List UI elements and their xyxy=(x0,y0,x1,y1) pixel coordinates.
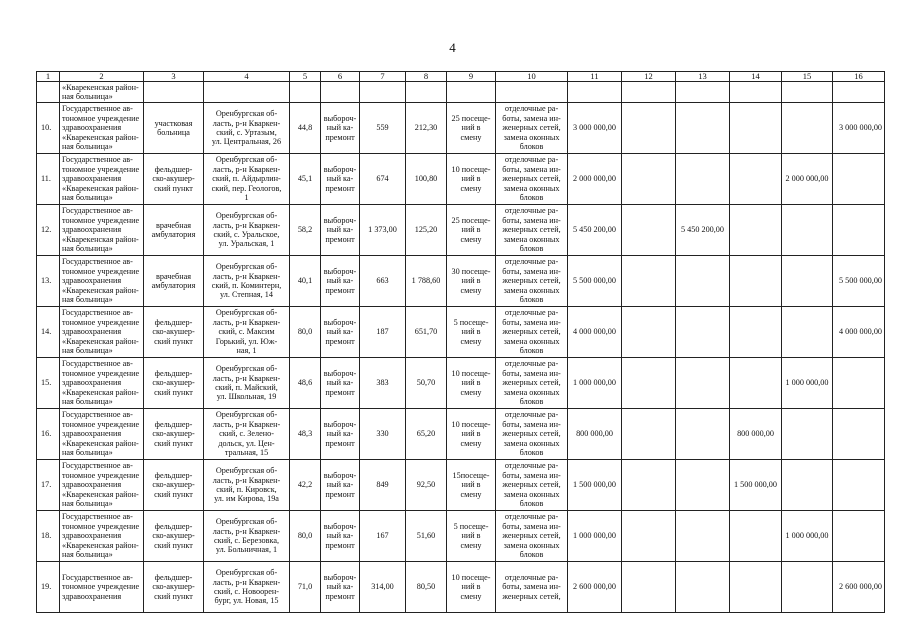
work-type: выбороч- ный ка- премонт xyxy=(321,256,360,307)
facility-type: фельдшер- ско-акушер- ский пункт xyxy=(144,154,204,205)
institution-name: Государственное ав- тономное учреждение здравоохранения «Кварекенская район- ная больница» xyxy=(60,358,144,409)
capacity-visits: 30 посеще- ний в смену xyxy=(447,256,496,307)
facility-address: Оренбургская об- ласть, р-н Кваркен- ский, п. Айдырлин- ский, пер. Геологов, 1 xyxy=(204,154,290,205)
area-value: 80,0 xyxy=(290,307,321,358)
row-number: 11. xyxy=(37,154,60,205)
work-type: выбороч- ный ка- премонт xyxy=(321,562,360,613)
cost-col-13: 5 450 200,00 xyxy=(676,205,730,256)
area-value: 71,0 xyxy=(290,562,321,613)
column-header-2: 2 xyxy=(60,72,144,82)
row-number: 14. xyxy=(37,307,60,358)
population-value: 187 xyxy=(360,307,406,358)
total-cost: 5 500 000,00 xyxy=(568,256,622,307)
column-header-10: 10 xyxy=(496,72,568,82)
institution-name: Государственное ав- тономное учреждение здравоохранения «Кварекенская район- ная больница» xyxy=(60,205,144,256)
institution-name: Государственное ав- тономное учреждение здравоохранения xyxy=(60,562,144,613)
facility-type: фельдшер- ско-акушер- ский пункт xyxy=(144,409,204,460)
column-header-15: 15 xyxy=(782,72,833,82)
area-value: 40,1 xyxy=(290,256,321,307)
population-value: 330 xyxy=(360,409,406,460)
cost-col-14 xyxy=(730,358,782,409)
capacity-visits: 25 посеще- ний в смену xyxy=(447,205,496,256)
work-type: выбороч- ный ка- премонт xyxy=(321,460,360,511)
cost-col-16 xyxy=(833,358,885,409)
continuation-row xyxy=(37,82,885,103)
institution-name: Государственное ав- тономное учреждение здравоохранения «Кварекенская район- ная больница» xyxy=(60,409,144,460)
cost-col-16: 4 000 000,00 xyxy=(833,307,885,358)
column-header-13: 13 xyxy=(676,72,730,82)
table-row xyxy=(37,307,885,358)
area-value: 44,8 xyxy=(290,103,321,154)
row-number: 12. xyxy=(37,205,60,256)
cost-col-16 xyxy=(833,205,885,256)
cost-col-14 xyxy=(730,256,782,307)
distance-value: 125,20 xyxy=(406,205,447,256)
population-value: 559 xyxy=(360,103,406,154)
area-value: 80,0 xyxy=(290,511,321,562)
total-cost: 5 450 200,00 xyxy=(568,205,622,256)
institution-name: Государственное ав- тономное учреждение здравоохранения «Кварекенская район- ная больница» xyxy=(60,307,144,358)
column-header-6: 6 xyxy=(321,72,360,82)
distance-value: 100,80 xyxy=(406,154,447,205)
column-header-14: 14 xyxy=(730,72,782,82)
facility-type: участковая больница xyxy=(144,103,204,154)
facility-address: Оренбургская об- ласть, р-н Кваркен- ский, с. Березовка, ул. Больничная, 1 xyxy=(204,511,290,562)
facility-address: Оренбургская об- ласть, р-н Кваркен- ский, п. Кировск, ул. им Кирова, 19а xyxy=(204,460,290,511)
column-header-5: 5 xyxy=(290,72,321,82)
facility-type: врачебная амбулатория xyxy=(144,256,204,307)
cost-col-14 xyxy=(730,154,782,205)
table-row xyxy=(37,256,885,307)
area-value: 42,2 xyxy=(290,460,321,511)
column-header-7: 7 xyxy=(360,72,406,82)
work-type: выбороч- ный ка- премонт xyxy=(321,358,360,409)
cost-col-14: 1 500 000,00 xyxy=(730,460,782,511)
cost-col-12 xyxy=(622,511,676,562)
cost-col-13 xyxy=(676,511,730,562)
population-value: 167 xyxy=(360,511,406,562)
column-header-9: 9 xyxy=(447,72,496,82)
work-type: выбороч- ный ка- премонт xyxy=(321,103,360,154)
cost-col-14 xyxy=(730,205,782,256)
population-value: 383 xyxy=(360,358,406,409)
page-number: 4 xyxy=(449,40,456,55)
cost-col-16 xyxy=(833,409,885,460)
cost-col-13 xyxy=(676,154,730,205)
facility-address: Оренбургская об- ласть, р-н Кваркен- ский, п. Коминтерн, ул. Степная, 14 xyxy=(204,256,290,307)
table-row xyxy=(37,460,885,511)
total-cost: 1 000 000,00 xyxy=(568,358,622,409)
row-number: 15. xyxy=(37,358,60,409)
work-type: выбороч- ный ка- премонт xyxy=(321,511,360,562)
capacity-visits: 5 посеще- ний в смену xyxy=(447,307,496,358)
facility-address: Оренбургская об- ласть, р-н Кваркен- ский, с. Зелено- дольск, ул. Цен- тральная, 15 xyxy=(204,409,290,460)
table-row xyxy=(37,409,885,460)
cost-col-13 xyxy=(676,307,730,358)
table-body xyxy=(37,72,885,613)
works-description: отделочные ра- боты, замена ин- женерных сетей, xyxy=(496,562,568,613)
distance-value: 51,60 xyxy=(406,511,447,562)
capacity-visits: 15посеще- ний в смену xyxy=(447,460,496,511)
distance-value: 80,50 xyxy=(406,562,447,613)
population-value: 663 xyxy=(360,256,406,307)
table-row xyxy=(37,154,885,205)
cost-col-15 xyxy=(782,103,833,154)
cost-col-13 xyxy=(676,358,730,409)
cost-col-12 xyxy=(622,154,676,205)
cost-col-16 xyxy=(833,460,885,511)
row-number: 18. xyxy=(37,511,60,562)
cost-col-13 xyxy=(676,409,730,460)
capacity-visits: 10 посеще- ний в смену xyxy=(447,154,496,205)
row-number: 19. xyxy=(37,562,60,613)
cost-col-15: 1 000 000,00 xyxy=(782,511,833,562)
capacity-visits: 10 посеще- ний в смену xyxy=(447,358,496,409)
cost-col-15 xyxy=(782,307,833,358)
row-number: 10. xyxy=(37,103,60,154)
total-cost: 4 000 000,00 xyxy=(568,307,622,358)
column-header-12: 12 xyxy=(622,72,676,82)
cost-col-15: 1 000 000,00 xyxy=(782,358,833,409)
facility-address: Оренбургская об- ласть, р-н Кваркен- ский, с. Уртазым, ул. Центральная, 26 xyxy=(204,103,290,154)
total-cost: 3 000 000,00 xyxy=(568,103,622,154)
capacity-visits: 10 посеще- ний в смену xyxy=(447,562,496,613)
row-number: 17. xyxy=(37,460,60,511)
column-header-3: 3 xyxy=(144,72,204,82)
total-cost: 2 600 000,00 xyxy=(568,562,622,613)
table-row xyxy=(37,511,885,562)
facility-type: фельдшер- ско-акушер- ский пункт xyxy=(144,562,204,613)
table-row xyxy=(37,103,885,154)
works-description: отделочные ра- боты, замена ин- женерных сетей, замена оконных блоков xyxy=(496,511,568,562)
population-value: 674 xyxy=(360,154,406,205)
cost-col-16: 5 500 000,00 xyxy=(833,256,885,307)
column-header-11: 11 xyxy=(568,72,622,82)
distance-value: 92,50 xyxy=(406,460,447,511)
population-value: 1 373,00 xyxy=(360,205,406,256)
facility-type: фельдшер- ско-акушер- ский пункт xyxy=(144,511,204,562)
work-type: выбороч- ный ка- премонт xyxy=(321,409,360,460)
distance-value: 651,70 xyxy=(406,307,447,358)
total-cost: 2 000 000,00 xyxy=(568,154,622,205)
area-value: 48,6 xyxy=(290,358,321,409)
facility-type: врачебная амбулатория xyxy=(144,205,204,256)
continuation-cell-num xyxy=(37,82,60,103)
distance-value: 50,70 xyxy=(406,358,447,409)
cost-col-16 xyxy=(833,154,885,205)
facility-address: Оренбургская об- ласть, р-н Кваркен- ский, с. Максим Горький, ул. Юж- ная, 1 xyxy=(204,307,290,358)
works-description: отделочные ра- боты, замена ин- женерных сетей, замена оконных блоков xyxy=(496,358,568,409)
works-description: отделочные ра- боты, замена ин- женерных сетей, замена оконных блоков xyxy=(496,205,568,256)
works-description: отделочные ра- боты, замена ин- женерных сетей, замена оконных блоков xyxy=(496,154,568,205)
cost-col-13 xyxy=(676,562,730,613)
cost-col-15 xyxy=(782,205,833,256)
population-value: 849 xyxy=(360,460,406,511)
cost-col-16: 3 000 000,00 xyxy=(833,103,885,154)
institution-name: Государственное ав- тономное учреждение здравоохранения «Кварекенская район- ная больница» xyxy=(60,460,144,511)
works-description: отделочные ра- боты, замена ин- женерных сетей, замена оконных блоков xyxy=(496,103,568,154)
cost-col-14 xyxy=(730,307,782,358)
cost-col-15 xyxy=(782,409,833,460)
row-number: 13. xyxy=(37,256,60,307)
column-header-16: 16 xyxy=(833,72,885,82)
column-number-header-row xyxy=(37,72,885,82)
column-header-8: 8 xyxy=(406,72,447,82)
cost-col-12 xyxy=(622,409,676,460)
cost-col-15 xyxy=(782,256,833,307)
continuation-text: «Кварекенская район- ная больница» xyxy=(60,82,144,103)
cost-col-16: 2 600 000,00 xyxy=(833,562,885,613)
facility-type: фельдшер- ско-акушер- ский пункт xyxy=(144,307,204,358)
table-row xyxy=(37,205,885,256)
column-header-4: 4 xyxy=(204,72,290,82)
cost-col-15 xyxy=(782,562,833,613)
cost-col-16 xyxy=(833,511,885,562)
cost-col-12 xyxy=(622,307,676,358)
work-type: выбороч- ный ка- премонт xyxy=(321,205,360,256)
distance-value: 212,30 xyxy=(406,103,447,154)
facility-type: фельдшер- ско-акушер- ский пункт xyxy=(144,358,204,409)
work-type: выбороч- ный ка- премонт xyxy=(321,154,360,205)
capacity-visits: 10 посеще- ний в смену xyxy=(447,409,496,460)
capacity-visits: 25 посеще- ний в смену xyxy=(447,103,496,154)
institution-name: Государственное ав- тономное учреждение здравоохранения «Кварекенская район- ная больница» xyxy=(60,511,144,562)
total-cost: 1 500 000,00 xyxy=(568,460,622,511)
facility-address: Оренбургская об- ласть, р-н Кваркен- ский, с. Уральское, ул. Уральская, 1 xyxy=(204,205,290,256)
facility-type: фельдшер- ско-акушер- ский пункт xyxy=(144,460,204,511)
cost-col-12 xyxy=(622,256,676,307)
distance-value: 1 788,60 xyxy=(406,256,447,307)
cost-col-13 xyxy=(676,460,730,511)
cost-col-13 xyxy=(676,103,730,154)
facility-address: Оренбургская об- ласть, р-н Кваркен- ский, с. Новоорен- бург, ул. Новая, 15 xyxy=(204,562,290,613)
column-header-1: 1 xyxy=(37,72,60,82)
total-cost: 800 000,00 xyxy=(568,409,622,460)
institution-name: Государственное ав- тономное учреждение здравоохранения «Кварекенская район- ная больница» xyxy=(60,154,144,205)
works-description: отделочные ра- боты, замена ин- женерных сетей, замена оконных блоков xyxy=(496,256,568,307)
population-value: 314,00 xyxy=(360,562,406,613)
cost-col-14: 800 000,00 xyxy=(730,409,782,460)
area-value: 58,2 xyxy=(290,205,321,256)
institution-name: Государственное ав- тономное учреждение здравоохранения «Кварекенская район- ная больница» xyxy=(60,103,144,154)
institution-name: Государственное ав- тономное учреждение здравоохранения «Кварекенская район- ная больница» xyxy=(60,256,144,307)
table-row xyxy=(37,562,885,613)
cost-col-14 xyxy=(730,562,782,613)
cost-col-12 xyxy=(622,562,676,613)
cost-col-12 xyxy=(622,358,676,409)
works-description: отделочные ра- боты, замена ин- женерных сетей, замена оконных блоков xyxy=(496,409,568,460)
facility-address: Оренбургская об- ласть, р-н Кваркен- ский, п. Майский, ул. Школьная, 19 xyxy=(204,358,290,409)
works-description: отделочные ра- боты, замена ин- женерных сетей, замена оконных блоков xyxy=(496,460,568,511)
cost-col-15: 2 000 000,00 xyxy=(782,154,833,205)
cost-col-14 xyxy=(730,103,782,154)
works-description: отделочные ра- боты, замена ин- женерных сетей, замена оконных блоков xyxy=(496,307,568,358)
table-row xyxy=(37,358,885,409)
area-value: 45,1 xyxy=(290,154,321,205)
capacity-visits: 5 посеще- ний в смену xyxy=(447,511,496,562)
distance-value: 65,20 xyxy=(406,409,447,460)
cost-col-12 xyxy=(622,103,676,154)
cost-col-12 xyxy=(622,205,676,256)
capital-repair-table xyxy=(36,71,885,613)
total-cost: 1 000 000,00 xyxy=(568,511,622,562)
cost-col-13 xyxy=(676,256,730,307)
cost-col-15 xyxy=(782,460,833,511)
cost-col-14 xyxy=(730,511,782,562)
work-type: выбороч- ный ка- премонт xyxy=(321,307,360,358)
cost-col-12 xyxy=(622,460,676,511)
area-value: 48,3 xyxy=(290,409,321,460)
row-number: 16. xyxy=(37,409,60,460)
